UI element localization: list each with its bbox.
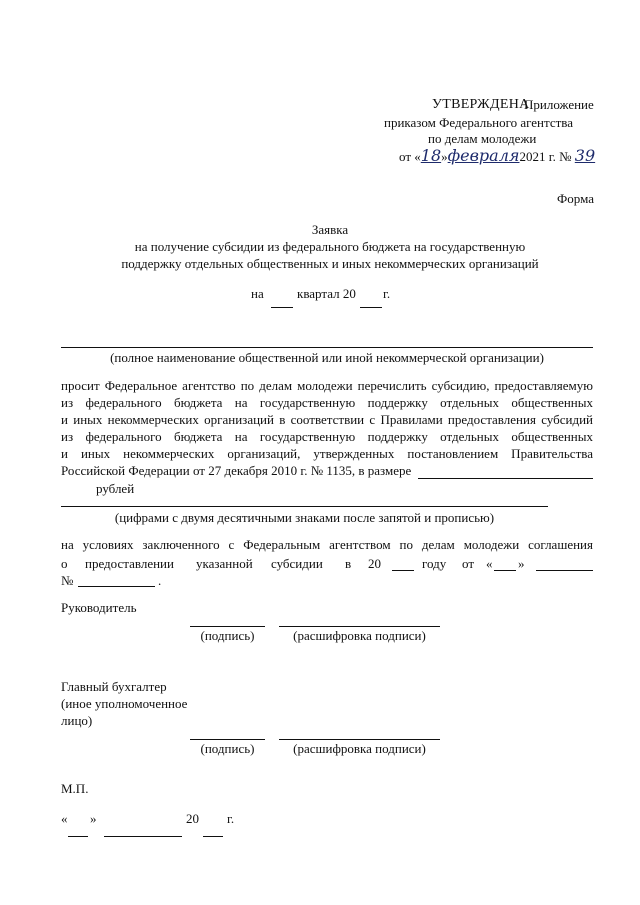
agreement-provision: предоставлении — [85, 556, 174, 571]
agreement-20: 20 — [368, 556, 381, 571]
org-name-field[interactable] — [61, 347, 593, 348]
amount-field[interactable] — [418, 478, 593, 479]
body-line-2: из федерального бюджета на государственную поддержку отдельных общественных — [61, 395, 593, 410]
footer-quote-open: « — [61, 811, 68, 826]
body-line-5: и иных некоммерческих организаций, утвержденных постановлением Правительства — [61, 446, 593, 461]
accountant-line-3: лицо) — [61, 713, 93, 728]
appendix-label: Приложение — [524, 97, 594, 112]
footer-month-blank[interactable] — [104, 836, 182, 837]
footer-year-blank[interactable] — [203, 836, 223, 837]
period-na: на — [251, 286, 264, 301]
agreement-ot: от — [462, 556, 475, 571]
accountant-sign-caption: (подпись) — [200, 741, 255, 756]
date-year: 2021 г. № — [519, 149, 572, 164]
quarter-blank[interactable] — [271, 307, 293, 308]
agreement-no-label: № — [61, 573, 74, 588]
body-line-3: и иных некоммерческих организаций в соответствии с Правилами предоставления субсидий — [61, 412, 593, 427]
rubles-label: рублей — [96, 481, 135, 496]
head-signature-field[interactable] — [190, 626, 265, 627]
seal-label: М.П. — [61, 781, 89, 796]
accountant-signature-field[interactable] — [190, 739, 265, 740]
head-label: Руководитель — [61, 600, 137, 615]
accountant-line-2: (иное уполномоченное — [61, 696, 188, 711]
footer-g: г. — [227, 811, 235, 826]
body-line-4: из федерального бюджета на государственную поддержку отдельных общественных — [61, 429, 593, 444]
doc-subtitle-1: на получение субсидии из федерального бюджета на государственную — [134, 239, 526, 254]
agreement-line-1: на условиях заключенного с Федеральным агентством по делам молодежи соглашения — [61, 537, 593, 552]
org-caption: (полное наименование общественной или иной некоммерческой организации) — [110, 350, 544, 365]
agreement-dot: . — [158, 573, 162, 588]
order-line: приказом Федерального агентства — [384, 115, 574, 130]
agreement-number-blank[interactable] — [78, 586, 155, 587]
accountant-decode-caption: (расшифровка подписи) — [293, 741, 426, 756]
date-mid: » — [441, 149, 448, 164]
doc-title: Заявка — [311, 222, 349, 237]
footer-year: 20 — [186, 811, 199, 826]
order-date-line — [399, 146, 595, 166]
amount-caption: (цифрами с двумя десятичными знаками после запятой и прописью) — [114, 510, 495, 525]
doc-subtitle-2: поддержку отдельных общественных и иных некоммерческих организаций — [121, 256, 539, 271]
head-decode-field[interactable] — [279, 626, 440, 627]
agreement-subsidy: субсидии — [271, 556, 323, 571]
agency-line: по делам молодежи — [428, 131, 537, 146]
handwritten-order-number: 39 — [574, 146, 596, 165]
accountant-decode-field[interactable] — [279, 739, 440, 740]
head-decode-caption: (расшифровка подписи) — [293, 628, 426, 643]
agreement-month-blank[interactable] — [536, 570, 593, 571]
handwritten-day: 18 — [420, 146, 442, 165]
handwritten-month: февраля — [447, 146, 520, 165]
year-blank[interactable] — [360, 307, 382, 308]
form-label: Форма — [557, 191, 594, 206]
agreement-indicated: указанной — [196, 556, 253, 571]
accountant-line-1: Главный бухгалтер — [61, 679, 167, 694]
footer-quote-close: » — [90, 811, 97, 826]
approved-heading: УТВЕРЖДЕНА — [432, 97, 530, 112]
footer-day-blank[interactable] — [68, 836, 88, 837]
agreement-year-blank[interactable] — [392, 570, 414, 571]
agreement-v: в — [345, 556, 352, 571]
head-sign-caption: (подпись) — [200, 628, 255, 643]
amount-words-field[interactable] — [61, 506, 548, 507]
period-quarter: квартал 20 — [297, 286, 356, 301]
agreement-year-word: году — [422, 556, 447, 571]
agreement-quote-open: « — [486, 556, 493, 571]
agreement-o: о — [61, 556, 68, 571]
body-line-6: Российской Федерации от 27 декабря 2010 г. № 1135, в размере — [61, 463, 412, 478]
body-line-1: просит Федеральное агентство по делам молодежи перечислить субсидию, предоставляемую — [61, 378, 593, 393]
agreement-quote-close: » — [518, 556, 525, 571]
agreement-day-blank[interactable] — [494, 570, 516, 571]
period-g: г. — [383, 286, 391, 301]
date-prefix: от « — [399, 149, 421, 164]
